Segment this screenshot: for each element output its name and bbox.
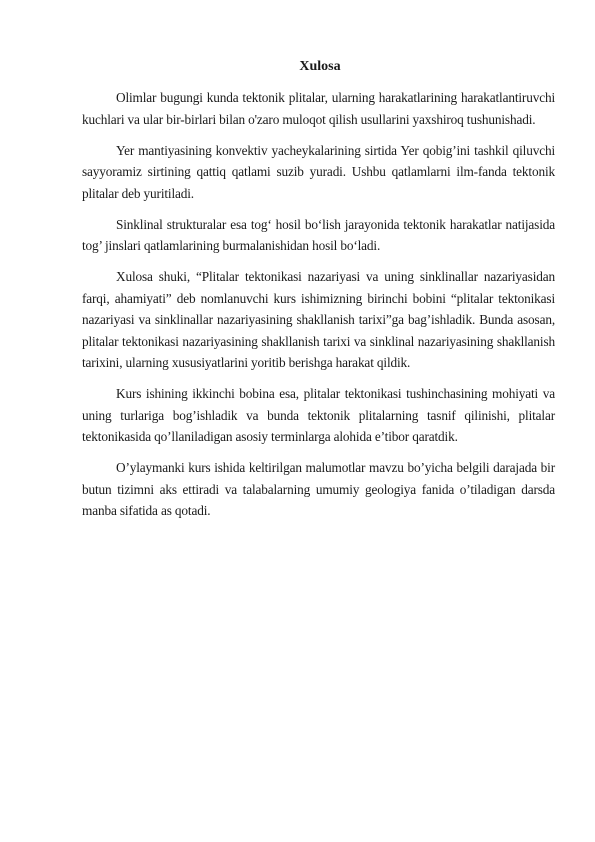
document-body — [82, 87, 555, 531]
paragraph-2: Yer mantiyasining konvektiv yacheykalarining sirtida Yer qobig’ini tashkil qiluvchi sayyoramiz sirtining qattiq qatlami suzib yuradi. Ushbu qatlamlarni ilm-fanda tektonik plitalar deb yuritiladi. — [82, 142, 555, 201]
paragraph-6: O’ylaymanki kurs ishida keltirilgan malumotlar mavzu bo’yicha belgili darajada bir butun tizimni aks ettiradi va talabalarning umumiy geologiya fanida o’tiladigan darsda manba sifatida as qotadi. — [82, 460, 555, 518]
paragraph-1: Olimlar bugungi kunda tektonik plitalar, ularning harakatlarining harakatlantiruvchi kuchlari va ular bir-birlari bilan o'zaro muloqot qilish usullarini yaxshiroq tushunishadi. — [82, 90, 555, 127]
paragraph-5: Kurs ishining ikkinchi bobina esa, plitalar tektonikasi tushinchasining mohiyati va uning turlariga bog’ishladik va bunda tektonik plitalarning tasnif qilinishi, plitalar tektonikasida qo’llaniladigan asosiy terminlarga alohida e’tibor qaratdik. — [82, 386, 555, 444]
paragraph-4: Xulosa shuki, “Plitalar tektonikasi nazariyasi va uning sinklinallar nazariyasidan farqi, ahamiyati” deb nomlanuvchi kurs ishimizning birinchi bobini “plitalar tektonikasi nazariyasi va sinklinallar nazariyasining shakllanish tarixi”ga bag’ishladik. Bunda asosan, plitalar tektonikasi nazariyasining shakllanish tarixi va sinklinal nazariyasining shakllanish tarixini, ularning xususiyatlarini yoritib berishga harakat qildik. — [82, 269, 555, 370]
document-title: Xulosa — [299, 59, 341, 74]
paragraph-3: Sinklinal strukturalar esa tog‘ hosil bo‘lish jarayonida tektonik harakatlar natijasida tog’ jinslari qatlamlarining burmalanishidan hosil bo‘ladi. — [82, 216, 555, 253]
